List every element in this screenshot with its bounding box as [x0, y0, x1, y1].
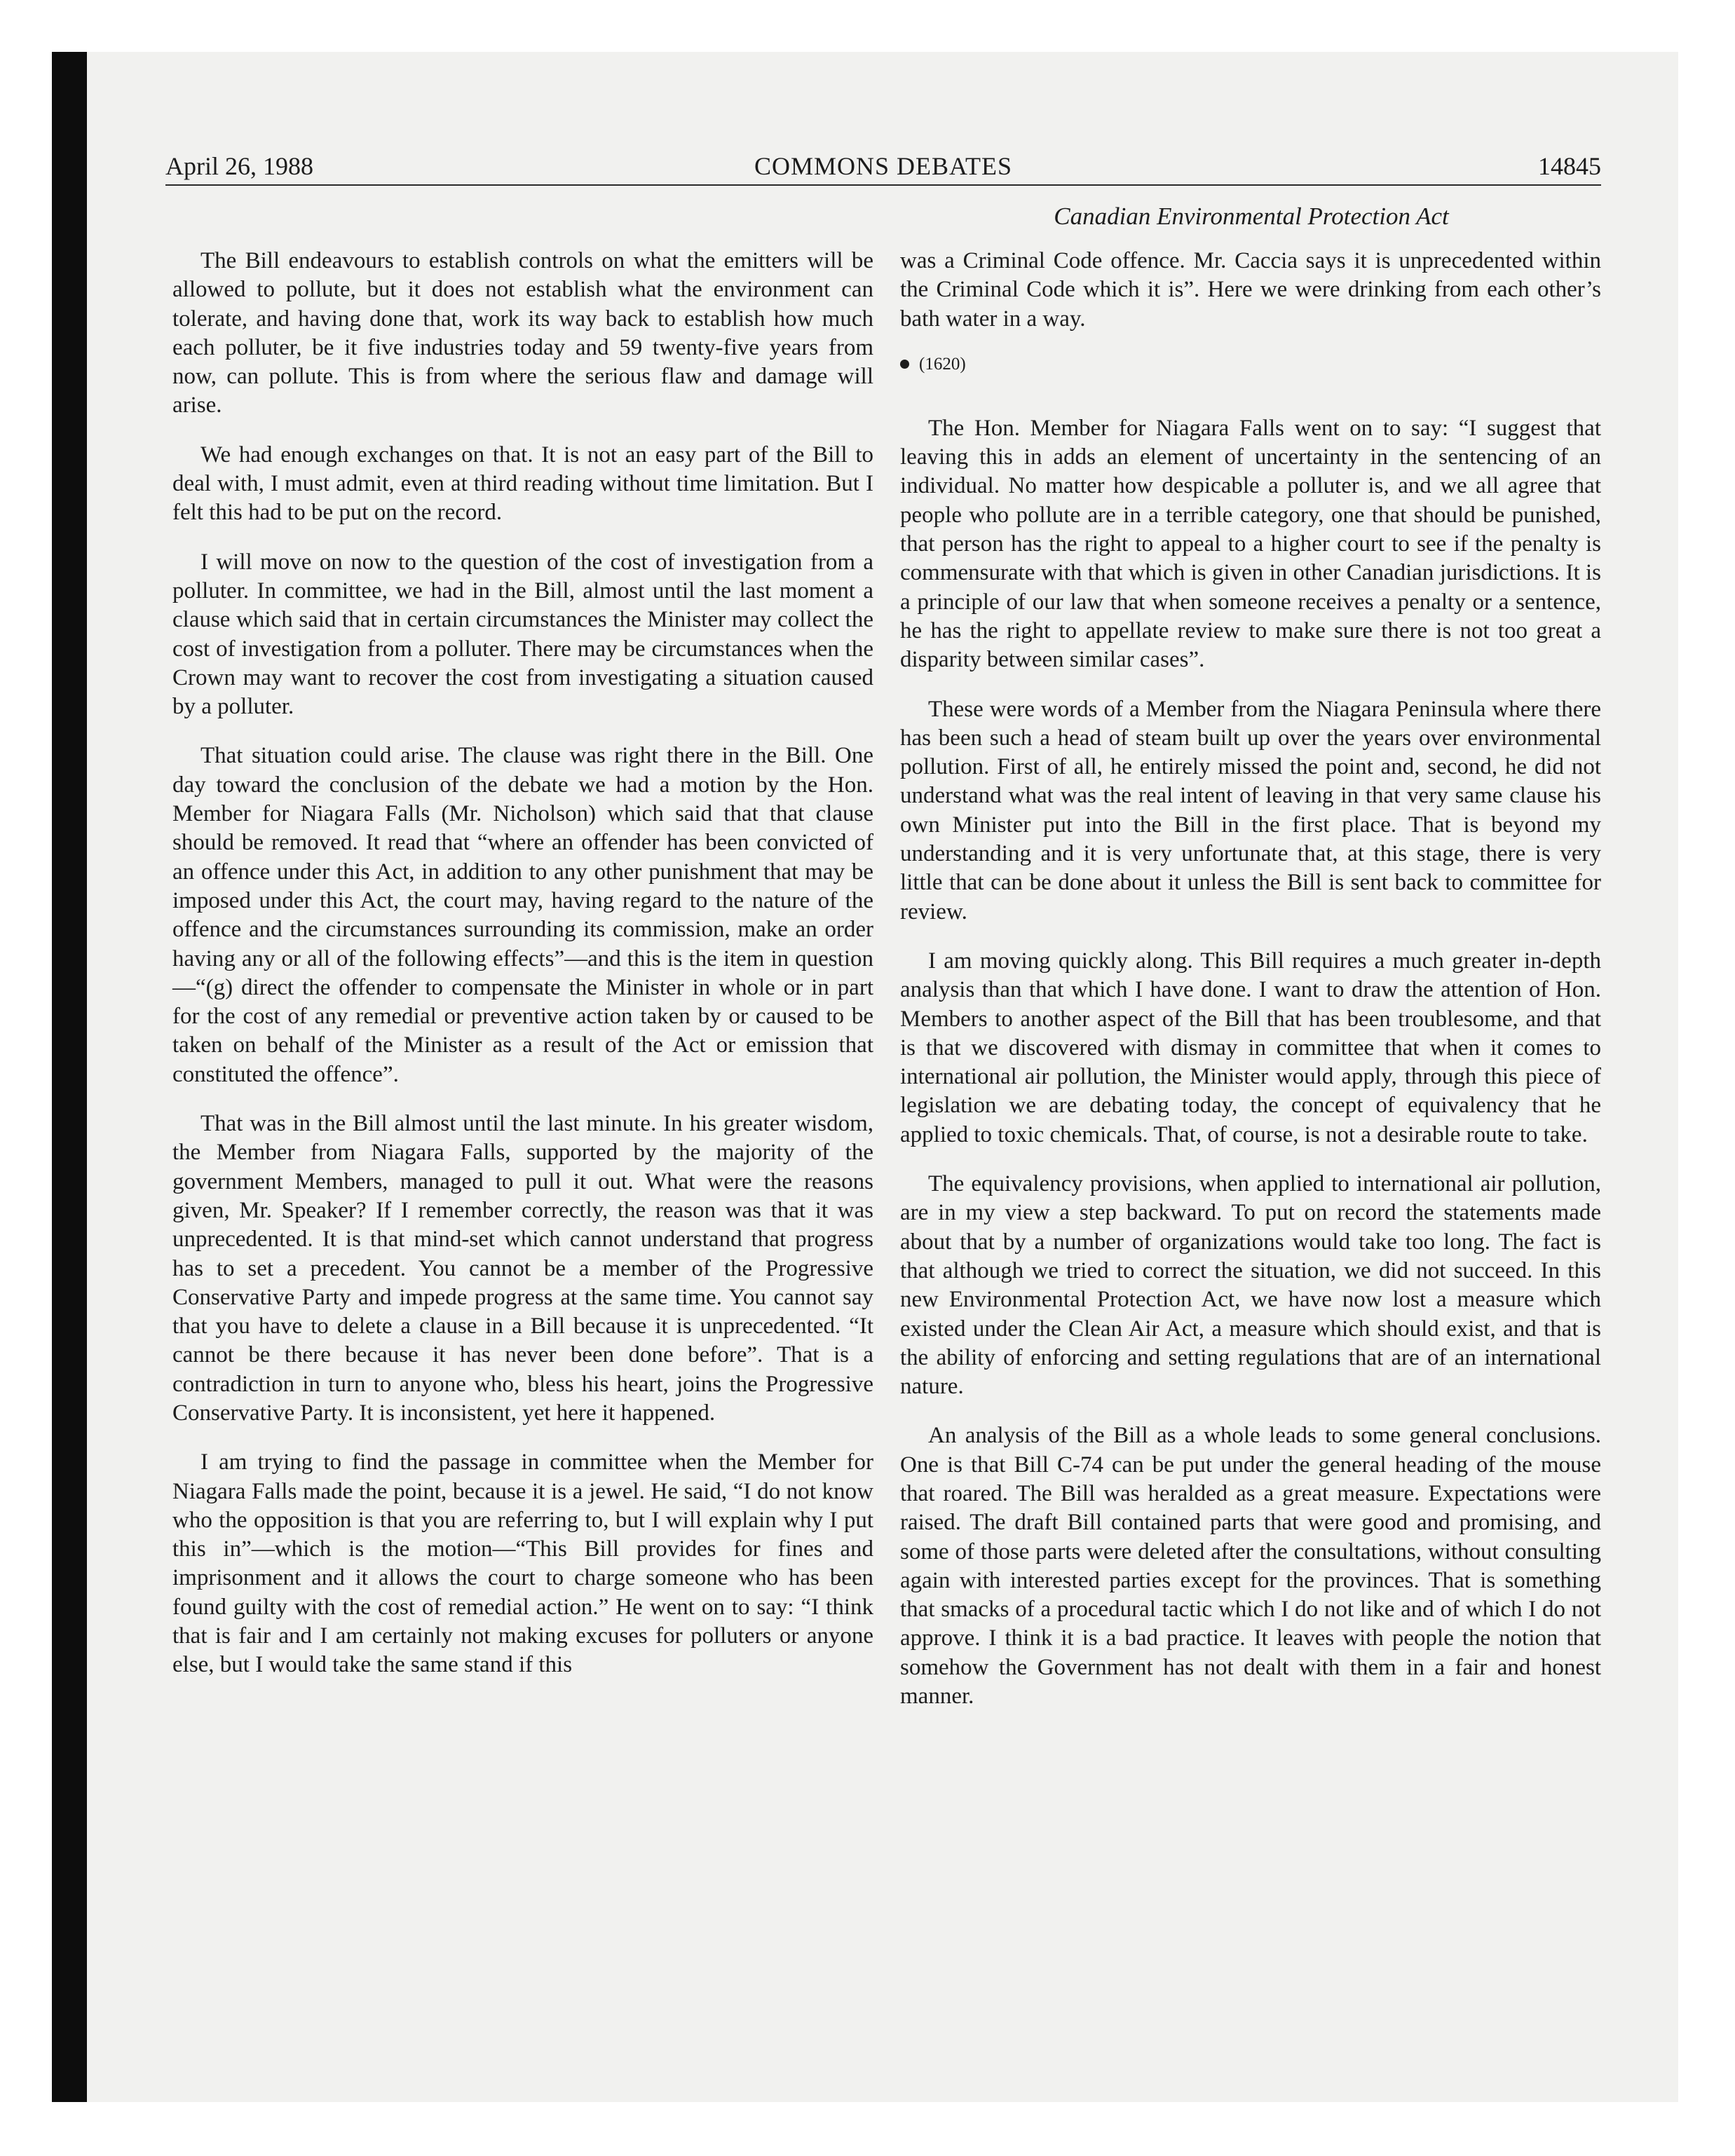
header-date: April 26, 1988	[165, 152, 313, 180]
right-column	[900, 247, 1601, 1731]
header-rule	[165, 184, 1601, 186]
header-publication: COMMONS DEBATES	[754, 152, 1013, 180]
time-marker	[900, 354, 1601, 375]
paragraph: We had enough exchanges on that. It is not an easy part of the Bill to deal with, I must admit, even at third reading without time limitation. But I felt this had to be put on the record.	[172, 442, 873, 526]
paragraph: That situation could arise. The clause was right there in the Bill. One day toward the conclusion of the debate we had a motion by the Hon. Member for Niagara Falls (Mr. Nicholson) which said that that clause should be removed. It read that “where an offender has been convicted of an offence under this Act, in addition to any other punishment that may be imposed under this Act, the court may, having regard to the nature of the offence and the circumstances surrounding its commission, make an order having any or all of the following effects”—and this is the item in question—“(g) direct the offender to compensate the Minister in whole or in part for the cost of any remedial or preventive action taken by or caused to be taken on behalf of the Minister as a result of the Act or emission that constituted the offence”.	[172, 743, 873, 1087]
paragraph: I am trying to find the passage in committee when the Member for Niagara Falls made the point, because it is a jewel. He said, “I do not know who the opposition is that you are referring to, but I will explain why I put this in”—which is the motion—“This Bill provides for fines and imprisonment and it allows the court to charge someone who has been found guilty with the cost of remedial action.” He went on to say: “I think that is fair and I am certainly not making excuses for polluters or anyone else, but I would take the same stand if this	[172, 1449, 873, 1678]
paragraph: The Hon. Member for Niagara Falls went on to say: “I suggest that leaving this in adds an element of uncertainty in the sentencing of an individual. No matter how despicable a polluter is, and we all agree that people who pollute are in a terrible category, one that should be punished, that person has the right to appeal to a higher court to see if the penalty is commensurate with that which is given in other Canadian jurisdictions. It is a principle of our law that when someone receives a penalty or a sentence, he has the right to appellate review to make sure there is not too great a disparity between similar cases”.	[900, 415, 1601, 673]
left-column	[172, 247, 873, 1700]
scan-edge-shadow	[52, 52, 87, 2102]
paragraph: I am moving quickly along. This Bill requires a much greater in-depth analysis than that which I have done. I want to draw the attention of Hon. Members to another aspect of the Bill that has been troublesome, and that is that we discovered with dismay in committee that when it comes to international air pollution, the Minister would apply, through this piece of legislation we are debating today, the concept of equivalency that he applied to toxic chemicals. That, of course, is not a desirable route to take.	[900, 948, 1601, 1147]
paragraph: An analysis of the Bill as a whole leads to some general conclusions. One is that Bill C-74 can be put under the general heading of the mouse that roared. The Bill was heralded as a great measure. Expectations were raised. The draft Bill contained parts that were good and promising, and some of those parts were deleted after the consultations, without consulting again with interested parties except for the provinces. That is something that smacks of a procedural tactic which I do not like and of which I do not approve. I think it is a bad practice. It leaves with people the notion that somehow the Government has not dealt with them in a fair and honest manner.	[900, 1423, 1601, 1710]
header-page-number: 14845	[1538, 152, 1601, 180]
time-marker-label: (1620)	[919, 354, 966, 374]
paragraph: The equivalency provisions, when applied to international air pollution, are in my view a step backward. To put on record the statements made about that by a number of organizations would take too long. The fact is that although we tried to correct the situation, we did not succeed. In this new Environmental Protection Act, we have now lost a measure which existed under the Clean Air Act, a measure which should exist, and that is the ability of enforcing and setting regulations that are of an international nature.	[900, 1171, 1601, 1400]
continued-paragraph: was a Criminal Code offence. Mr. Caccia says it is unprecedented within the Criminal Code which it is”. Here we were drinking from each other’s bath water in a way.	[900, 248, 1601, 332]
paragraph: The Bill endeavours to establish controls on what the emitters will be allowed to pollute, but it does not establish what the environment can tolerate, and having done that, work its way back to establish how much each polluter, be it five industries today and 59 twenty-five years from now, can pollute. This is from where the serious flaw and damage will arise.	[172, 248, 873, 418]
paragraph: These were words of a Member from the Niagara Peninsula where there has been such a head of steam built up over the years over environmental pollution. First of all, he entirely missed the point and, second, he did not understand what was the real intent of leaving in that very same clause his own Minister put into the Bill in the first place. That is beyond my understanding and it is very unfortunate that, at this stage, there is very little that can be done about it unless the Bill is sent back to committee for review.	[900, 696, 1601, 925]
paragraph: I will move on now to the question of the cost of investigation from a polluter. In committee, we had in the Bill, almost until the last moment a clause which said that in certain circumstances the Minister may collect the cost of investigation from a polluter. There may be circumstances when the Crown may want to recover the cost from investigating a situation caused by a polluter.	[172, 549, 873, 720]
bullet-icon	[900, 360, 909, 369]
running-head: Canadian Environmental Protection Act	[1054, 203, 1449, 230]
paragraph: That was in the Bill almost until the last minute. In his greater wisdom, the Member from Niagara Falls, supported by the majority of the government Members, managed to pull it out. What were the reasons given, Mr. Speaker? If I remember correctly, the reason was that it was unprecedented. It is that mind-set which cannot understand that progress has to set a precedent. You cannot be a member of the Progressive Conservative Party and impede progress at the same time. You cannot say that you have to delete a clause in a Bill because it is unprecedented. “It cannot be there because it has never been done before”. That is a contradiction in turn to anyone who, bless his heart, joins the Progressive Conservative Party. It is inconsistent, yet here it happened.	[172, 1111, 873, 1426]
